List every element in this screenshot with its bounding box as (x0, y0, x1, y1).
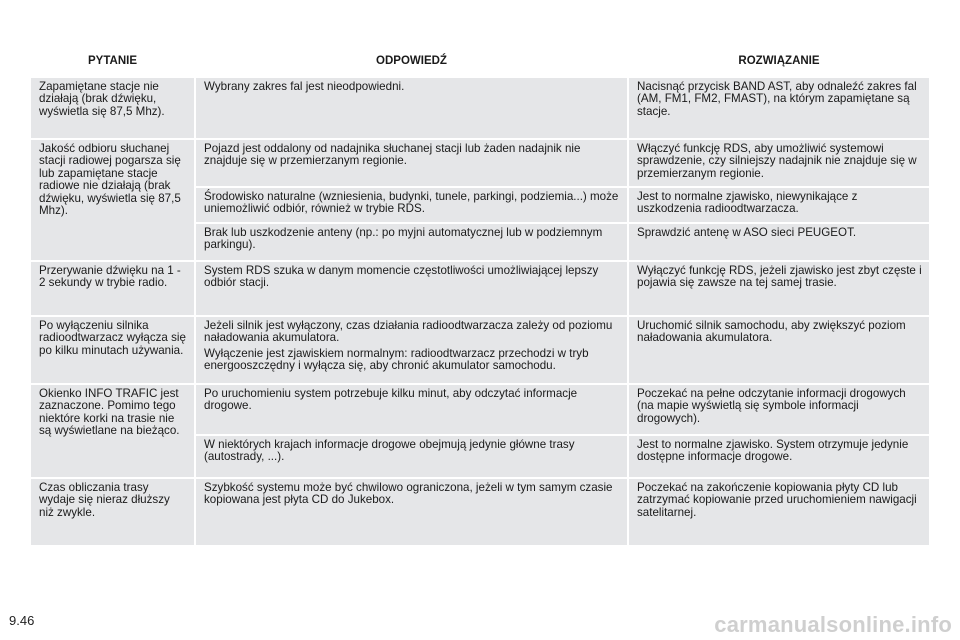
solution-cell: Sprawdzić antenę w ASO sieci PEUGEOT. (628, 223, 930, 261)
answer-text: Środowisko naturalne (wzniesienia, budynki, tunele, parkingi, podziemia...) może uniemożliwić odbiór, również w trybie RDS. (204, 190, 619, 216)
answer-text: Szybkość systemu może być chwilowo ograniczona, jeżeli w tym samym czasie kopiowana jest płyta CD do Jukebox. (204, 481, 613, 507)
header-solution: ROZWIĄZANIE (628, 46, 930, 77)
answer-text: W niektórych krajach informacje drogowe obejmują jedynie główne trasy (autostrady, ...). (204, 438, 575, 464)
question-cell: Czas obliczania trasy wydaje się nieraz dłuższy niż zwykle. (30, 478, 195, 546)
page-number: 9.46 (9, 613, 35, 628)
table-row (30, 261, 930, 316)
question-cell: Okienko INFO TRAFIC jest zaznaczone. Pomimo tego niektóre korki na trasie nie są wyświetlane na bieżąco. (30, 384, 195, 478)
solution-cell: Poczekać na zakończenie kopiowania płyty CD lub zatrzymać kopiowanie przed uruchomieniem nawigacji satelitarnej. (628, 478, 930, 546)
solution-cell: Nacisnąć przycisk BAND AST, aby odnaleźć zakres fal (AM, FM1, FM2, FMAST), na którym zapamiętane są stacje. (628, 77, 930, 139)
answer-text: Wyłączenie jest zjawiskiem normalnym: radioodtwarzacz przechodzi w tryb energooszczędny i wyłącza się, aby chronić akumulator samochodu. (204, 346, 589, 373)
answer-text: Po uruchomieniu system potrzebuje kilku minut, aby odczytać informacje drogowe. (204, 387, 578, 413)
solution-cell: Uruchomić silnik samochodu, aby zwiększyć poziom naładowania akumulatora. (628, 316, 930, 384)
answer-cell (195, 223, 628, 261)
table-row (30, 478, 930, 546)
solution-cell: Jest to normalne zjawisko. System otrzymuje jedynie dostępne informacje drogowe. (628, 435, 930, 478)
answer-text: Brak lub uszkodzenie anteny (np.: po myjni automatycznej lub w podziemnym parkingu). (204, 226, 603, 252)
watermark: carmanualsonline.info (714, 612, 952, 637)
question-cell: Jakość odbioru słuchanej stacji radiowej pogarsza się lub zapamiętane stacje radiowe nie działają (brak dźwięku, wyświetla się 87,5 Mhz). (30, 139, 195, 261)
answer-text: System RDS szuka w danym momencie częstotliwości umożliwiającej lepszy odbiór stacji. (204, 264, 599, 290)
answer-cell (195, 435, 628, 478)
solution-cell: Włączyć funkcję RDS, aby umożliwić systemowi sprawdzenie, czy silniejszy nadajnik nie znajduje się w przemierzanym regionie. (628, 139, 930, 187)
answer-cell (195, 187, 628, 223)
answer-cell (195, 384, 628, 435)
answer-text: Wybrany zakres fal jest nieodpowiedni. (204, 80, 405, 93)
question-cell: Przerywanie dźwięku na 1 - 2 sekundy w trybie radio. (30, 261, 195, 316)
answer-cell (195, 261, 628, 316)
answer-text: Pojazd jest oddalony od nadajnika słuchanej stacji lub żaden nadajnik nie znajduje się w przemierzanym regionie. (204, 142, 581, 168)
table-row (30, 77, 930, 139)
table-row (30, 139, 930, 187)
table-row (30, 384, 930, 435)
solution-cell: Wyłączyć funkcję RDS, jeżeli zjawisko jest zbyt częste i pojawia się zawsze na tej samej trasie. (628, 261, 930, 316)
question-cell: Zapamiętane stacje nie działają (brak dźwięku, wyświetla się 87,5 Mhz). (30, 77, 195, 139)
table-header-row (30, 46, 930, 77)
header-answer: ODPOWIEDŹ (195, 46, 628, 77)
question-cell: Po wyłączeniu silnika radioodtwarzacz wyłącza się po kilku minutach używania. (30, 316, 195, 384)
table-row (30, 316, 930, 384)
header-question: PYTANIE (30, 46, 195, 77)
answer-cell (195, 316, 628, 384)
answer-cell (195, 478, 628, 546)
solution-cell: Jest to normalne zjawisko, niewynikające z uszkodzenia radioodtwarzacza. (628, 187, 930, 223)
answer-text: Jeżeli silnik jest wyłączony, czas działania radioodtwarzacza zależy od poziomu naładowania akumulatora. (204, 319, 613, 345)
answer-cell (195, 77, 628, 139)
troubleshooting-table (29, 46, 931, 547)
solution-cell: Poczekać na pełne odczytanie informacji drogowych (na mapie wyświetlą się symbole informacji drogowych). (628, 384, 930, 435)
answer-cell (195, 139, 628, 187)
